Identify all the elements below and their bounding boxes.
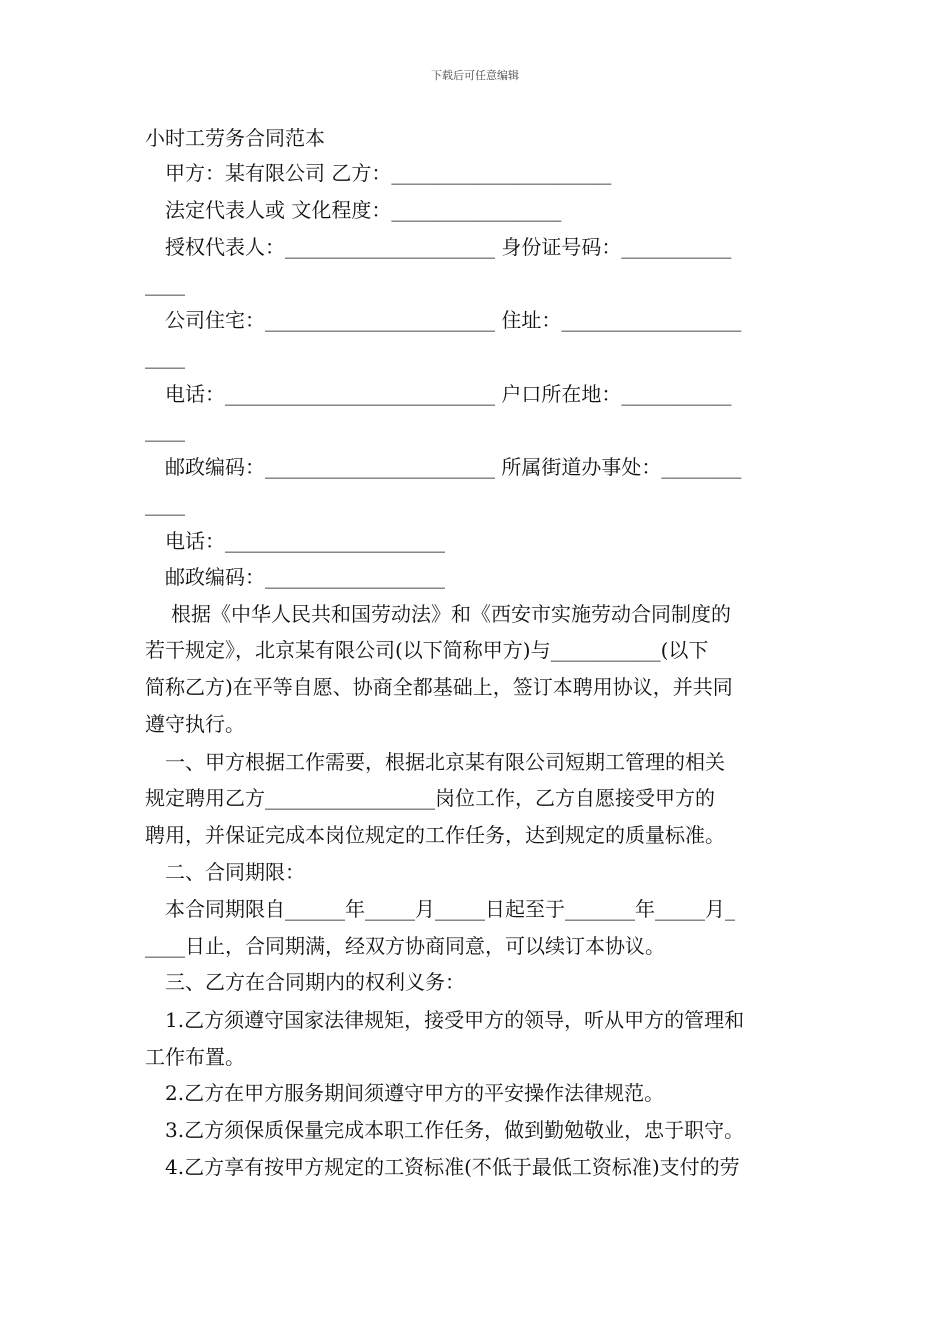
text-line: 根据《中华人民共和国劳动法》和《西安市实施劳动合同制度的	[171, 602, 731, 626]
text-line: ____	[145, 272, 185, 296]
text-line: ____	[145, 418, 185, 442]
text-line: 邮政编码：__________________	[165, 565, 445, 589]
document-title: 小时工劳务合同范本	[145, 126, 325, 150]
text-line: 法定代表人或 文化程度：_________________	[165, 198, 562, 222]
text-line: 三、乙方在合同期内的权利义务：	[165, 970, 465, 994]
text-line: 2.乙方在甲方服务期间须遵守甲方的平安操作法律规范。	[165, 1081, 665, 1105]
text-line: 邮政编码：_______________________ 所属街道办事处：________	[165, 455, 742, 479]
text-line: 简称乙方)在平等自愿、协商全都基础上，签订本聘用协议，并共同	[145, 675, 733, 699]
text-line: ____	[145, 492, 185, 516]
text-line: 工作布置。	[145, 1045, 245, 1069]
text-line: 授权代表人：_____________________ 身份证号码：___________	[165, 235, 732, 259]
text-line: ____日止，合同期满，经双方协商同意，可以续订本协议。	[145, 934, 665, 958]
text-line: 1.乙方须遵守国家法律规矩，接受甲方的领导，听从甲方的管理和	[165, 1008, 745, 1032]
text-line: 本合同期限自______年_____月_____日起至于_______年_____月_	[165, 897, 735, 921]
text-line: 聘用，并保证完成本岗位规定的工作任务，达到规定的质量标准。	[145, 823, 725, 847]
text-line: 若干规定》，北京某有限公司(以下简称甲方)与___________(以下	[145, 638, 709, 662]
text-line: 遵守执行。	[145, 712, 245, 736]
text-line: 甲方：某有限公司 乙方：______________________	[165, 161, 612, 185]
text-line: ____	[145, 345, 185, 369]
text-line: 公司住宅：_______________________ 住址：__________________	[165, 308, 742, 332]
text-line: 二、合同期限：	[165, 860, 305, 884]
text-line: 3.乙方须保质保量完成本职工作任务，做到勤勉敬业，忠于职守。	[165, 1118, 745, 1142]
text-line: 规定聘用乙方_________________岗位工作，乙方自愿接受甲方的	[145, 786, 715, 810]
text-line: 一、甲方根据工作需要，根据北京某有限公司短期工管理的相关	[165, 750, 725, 774]
text-line: 4.乙方享有按甲方规定的工资标准(不低于最低工资标准)支付的劳	[165, 1155, 740, 1179]
text-line: 电话：______________________	[165, 529, 445, 553]
text-line: 电话：___________________________ 户口所在地：___________	[165, 382, 732, 406]
header-note: 下载后可任意编辑	[431, 69, 519, 82]
